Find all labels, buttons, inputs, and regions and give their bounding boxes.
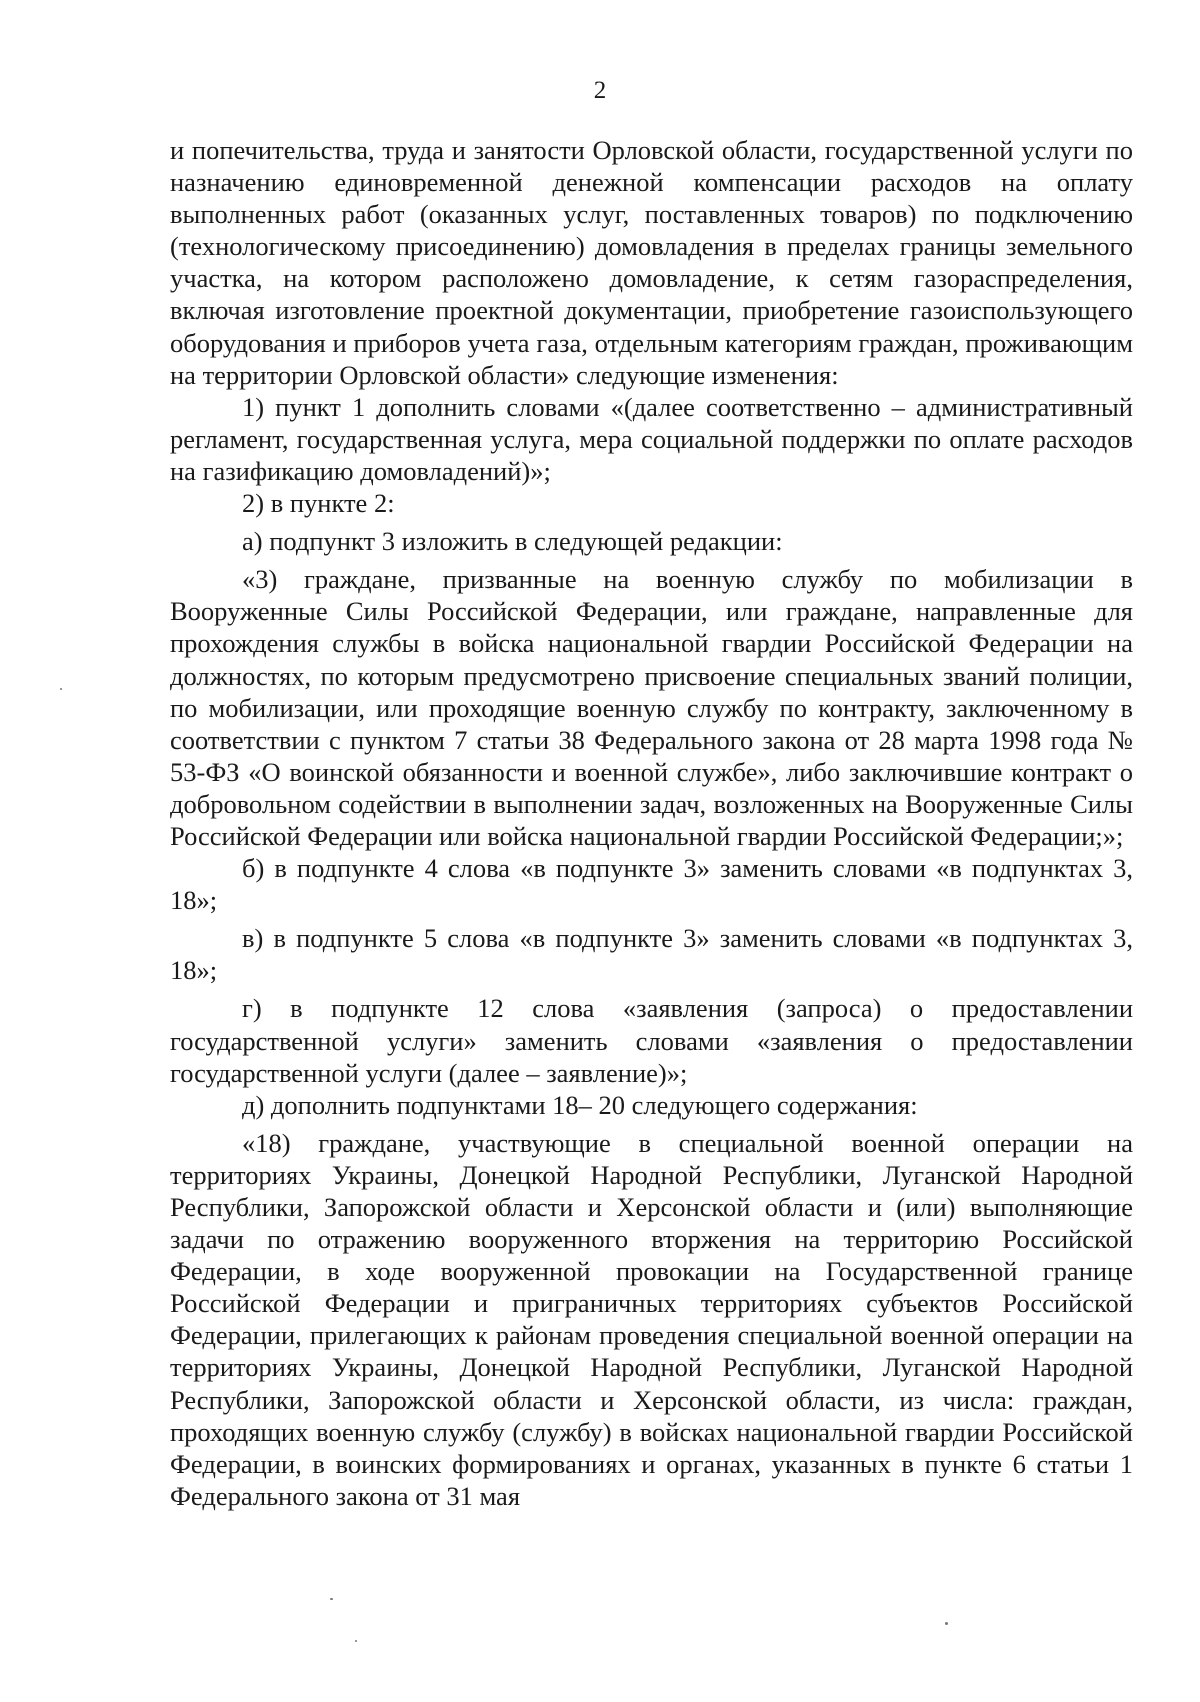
paragraph-item-2: 2) в пункте 2: bbox=[242, 488, 395, 519]
paragraph-subitem-d: д) дополнить подпунктами 18– 20 следующего содержания: bbox=[242, 1089, 918, 1120]
paragraph-continuation: и попечительства, труда и занятости Орловской области, государственной услуги по назначению единовременной денежной компенсации расходов на оплату выполненных работ (оказанных услуг, поставленных товаров) по подключению (технологическому присоединению) домовладения в пределах границы земельного участка, на котором расположено домовладение, к сетям газораспределения, включая изготовление проектной документации, приобретение газоиспользующего оборудования и приборов учета газа, отдельным категориям граждан, проживающим на территории Орловской области» следующие изменения: bbox=[170, 135, 1133, 390]
paragraph-subitem-b: б) в подпункте 4 слова «в подпункте 3» заменить словами «в подпунктах 3, 18»; bbox=[170, 853, 1133, 916]
paragraph-quote-3: «3) граждане, призванные на военную службу по мобилизации в Вооруженные Силы Российской Федерации, или граждане, направленные для прохождения службы в войска национальной гвардии Российской Федерации на должностях, по которым предусмотрено присвоение специальных званий полиции, по мобилизации, или проходящие военную службу по контракту, заключенному в соответствии с пунктом 7 статьи 38 Федерального закона от 28 марта 1998 года № 53-ФЗ «О воинской обязанности и военной службе», либо заключившие контракт о добровольном содействии в выполнении задач, возложенных на Вооруженные Силы Российской Федерации или войска национальной гвардии Российской Федерации;»; bbox=[170, 564, 1133, 851]
scan-speck bbox=[60, 688, 62, 690]
scan-speck bbox=[355, 1640, 357, 1642]
paragraph-quote-18: «18) граждане, участвующие в специальной военной операции на территориях Украины, Донецкой Народной Республики, Луганской Народной Республики, Запорожской области и Херсонской области и (или) выполняющие задачи по отражению вооруженного вторжения на территорию Российской Федерации, в ходе вооруженной провокации на Государственной границе Российской Федерации и приграничных территориях субъектов Российской Федерации, прилегающих к районам проведения специальной военной операции на территориях Украины, Донецкой Народной Республики, Луганской Народной Республики, Запорожской области и Херсонской области, из числа: граждан, проходящих военную службу (службу) в войсках национальной гвардии Российской Федерации, в воинских формированиях и органах, указанных в пункте 6 статьи 1 Федерального закона от 31 мая bbox=[170, 1127, 1133, 1511]
document-body bbox=[170, 134, 1133, 1512]
paragraph-subitem-v: в) в подпункте 5 слова «в подпункте 3» заменить словами «в подпунктах 3, 18»; bbox=[170, 923, 1133, 986]
paragraph-item-1: 1) пункт 1 дополнить словами «(далее соответственно – административный регламент, государственная услуга, мера социальной поддержки по оплате расходов на газификацию домовладений)»; bbox=[170, 391, 1133, 486]
scan-speck bbox=[330, 1598, 333, 1600]
paragraph-subitem-a: а) подпункт 3 изложить в следующей редакции: bbox=[242, 526, 783, 557]
scan-speck bbox=[945, 1622, 948, 1625]
paragraph-subitem-g: г) в подпункте 12 слова «заявления (запроса) о предоставлении государственной услуги» заменить словами «заявления о предоставлении государственной услуги (далее – заявление)»; bbox=[170, 993, 1133, 1088]
page-number: 2 bbox=[593, 77, 607, 104]
